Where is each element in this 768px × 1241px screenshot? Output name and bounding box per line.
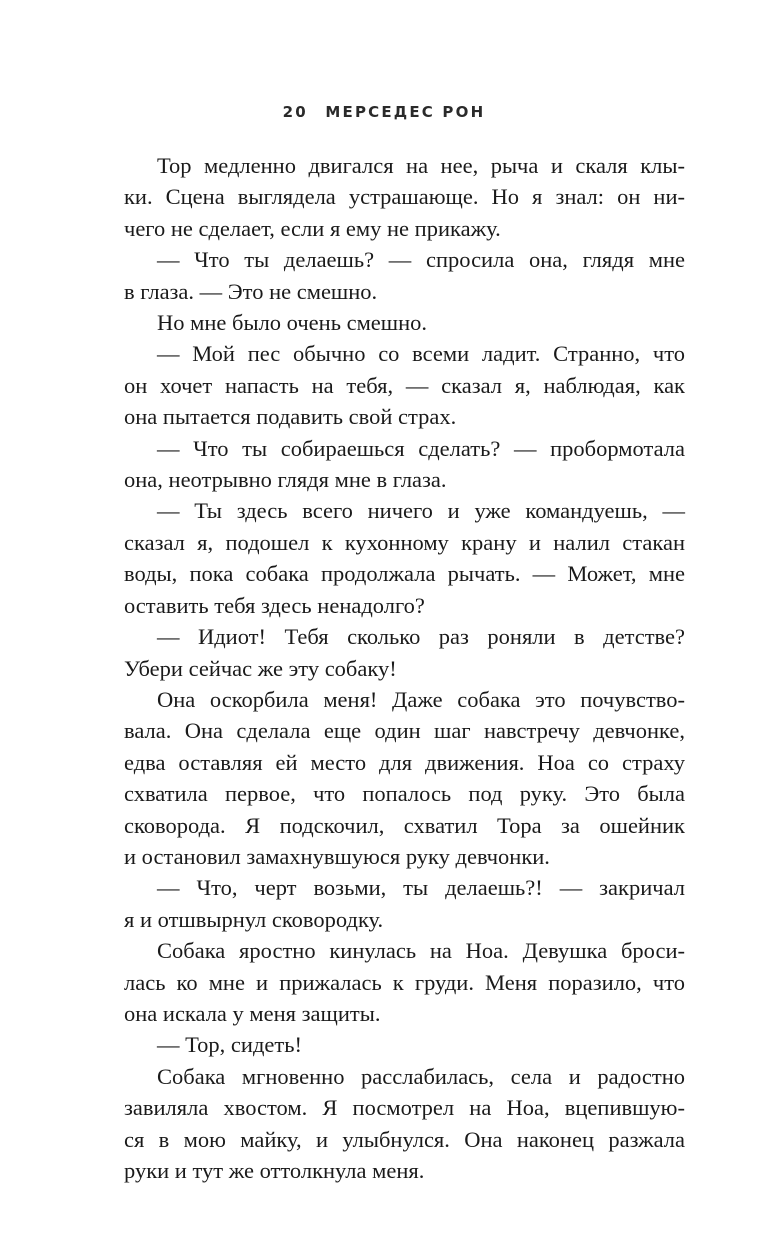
paragraph bbox=[124, 1061, 685, 1187]
paragraph bbox=[124, 684, 685, 872]
paragraph bbox=[124, 495, 685, 621]
text-line: сковорода. Я подскочил, схватил Тора за ошейник bbox=[124, 812, 685, 838]
text-line: руки и тут же оттолкнула меня. bbox=[124, 1158, 425, 1183]
text-line: воды, пока собака продолжала рычать. — Может, мне bbox=[124, 561, 685, 587]
text-line: — Тор, сидеть! bbox=[157, 1032, 302, 1058]
text-line: схватила первое, что попалось под руку. Это была bbox=[124, 781, 685, 807]
text-line: чего не сделает, если я ему не прикажу. bbox=[124, 215, 501, 241]
text-line: он хочет напасть на тебя, — сказал я, наблюдая, как bbox=[124, 372, 685, 398]
text-line: — Что ты делаешь? — спросила она, глядя мне bbox=[157, 247, 685, 273]
text-line: Она оскорбила меня! Даже собака это почувство- bbox=[157, 686, 685, 712]
text-line: — Мой пес обычно со всеми ладит. Странно, что bbox=[157, 341, 685, 367]
text-line: — Что, черт возьми, ты делаешь?! — закричал bbox=[157, 875, 685, 901]
paragraph bbox=[124, 307, 685, 338]
text-line: она пытается подавить свой страх. bbox=[124, 404, 457, 430]
text-line: Тор медленно двигался на нее, рыча и скаля клы- bbox=[157, 153, 685, 178]
text-line: едва оставляя ей место для движения. Ноа со страху bbox=[124, 749, 685, 775]
paragraph bbox=[124, 433, 685, 496]
text-line: Собака мгновенно расслабилась, села и радостно bbox=[157, 1063, 685, 1089]
text-line: сказал я, подошел к кухонному крану и налил стакан bbox=[124, 529, 685, 555]
text-line: и остановил замахнувшуюся руку девчонки. bbox=[124, 843, 550, 869]
text-line: — Что ты собираешься сделать? — пробормотала bbox=[157, 435, 685, 461]
paragraph bbox=[124, 621, 685, 684]
paragraph bbox=[124, 872, 685, 935]
paragraph bbox=[124, 244, 685, 307]
text-line: ки. Сцена выглядела устрашающе. Но я знал: он ни- bbox=[124, 184, 685, 210]
text-line: вала. Она сделала еще один шаг навстречу девчонке, bbox=[124, 718, 685, 744]
text-line: — Ты здесь всего ничего и уже командуешь, — bbox=[157, 498, 685, 524]
text-line: Но мне было очень смешно. bbox=[157, 310, 428, 336]
text-line: лась ко мне и прижалась к груди. Меня поразило, что bbox=[124, 969, 685, 995]
paragraph bbox=[124, 935, 685, 1029]
text-line: — Идиот! Тебя сколько раз роняли в детстве? bbox=[157, 624, 685, 650]
paragraph bbox=[124, 1029, 685, 1060]
text-line: в глаза. — Это не смешно. bbox=[124, 278, 378, 304]
text-line: оставить тебя здесь ненадолго? bbox=[124, 592, 425, 618]
text-line: завиляла хвостом. Я посмотрел на Ноа, вцепившую- bbox=[124, 1095, 685, 1121]
text-line: Убери сейчас же эту собаку! bbox=[124, 655, 397, 681]
text-line: она, неотрывно глядя мне в глаза. bbox=[124, 467, 447, 493]
running-header bbox=[0, 103, 768, 121]
text-line: Собака яростно кинулась на Ноа. Девушка броси- bbox=[157, 938, 685, 964]
text-line: она искала у меня защиты. bbox=[124, 1000, 381, 1026]
text-line: я и отшвырнул сковородку. bbox=[124, 906, 384, 932]
text-line: ся в мою майку, и улыбнулся. Она наконец разжала bbox=[124, 1126, 685, 1152]
page-number: 20 bbox=[282, 103, 308, 121]
author-name: МЕРСЕДЕС РОН bbox=[325, 103, 486, 121]
paragraph bbox=[124, 338, 685, 432]
body-text bbox=[124, 150, 685, 1186]
paragraph bbox=[124, 150, 685, 244]
